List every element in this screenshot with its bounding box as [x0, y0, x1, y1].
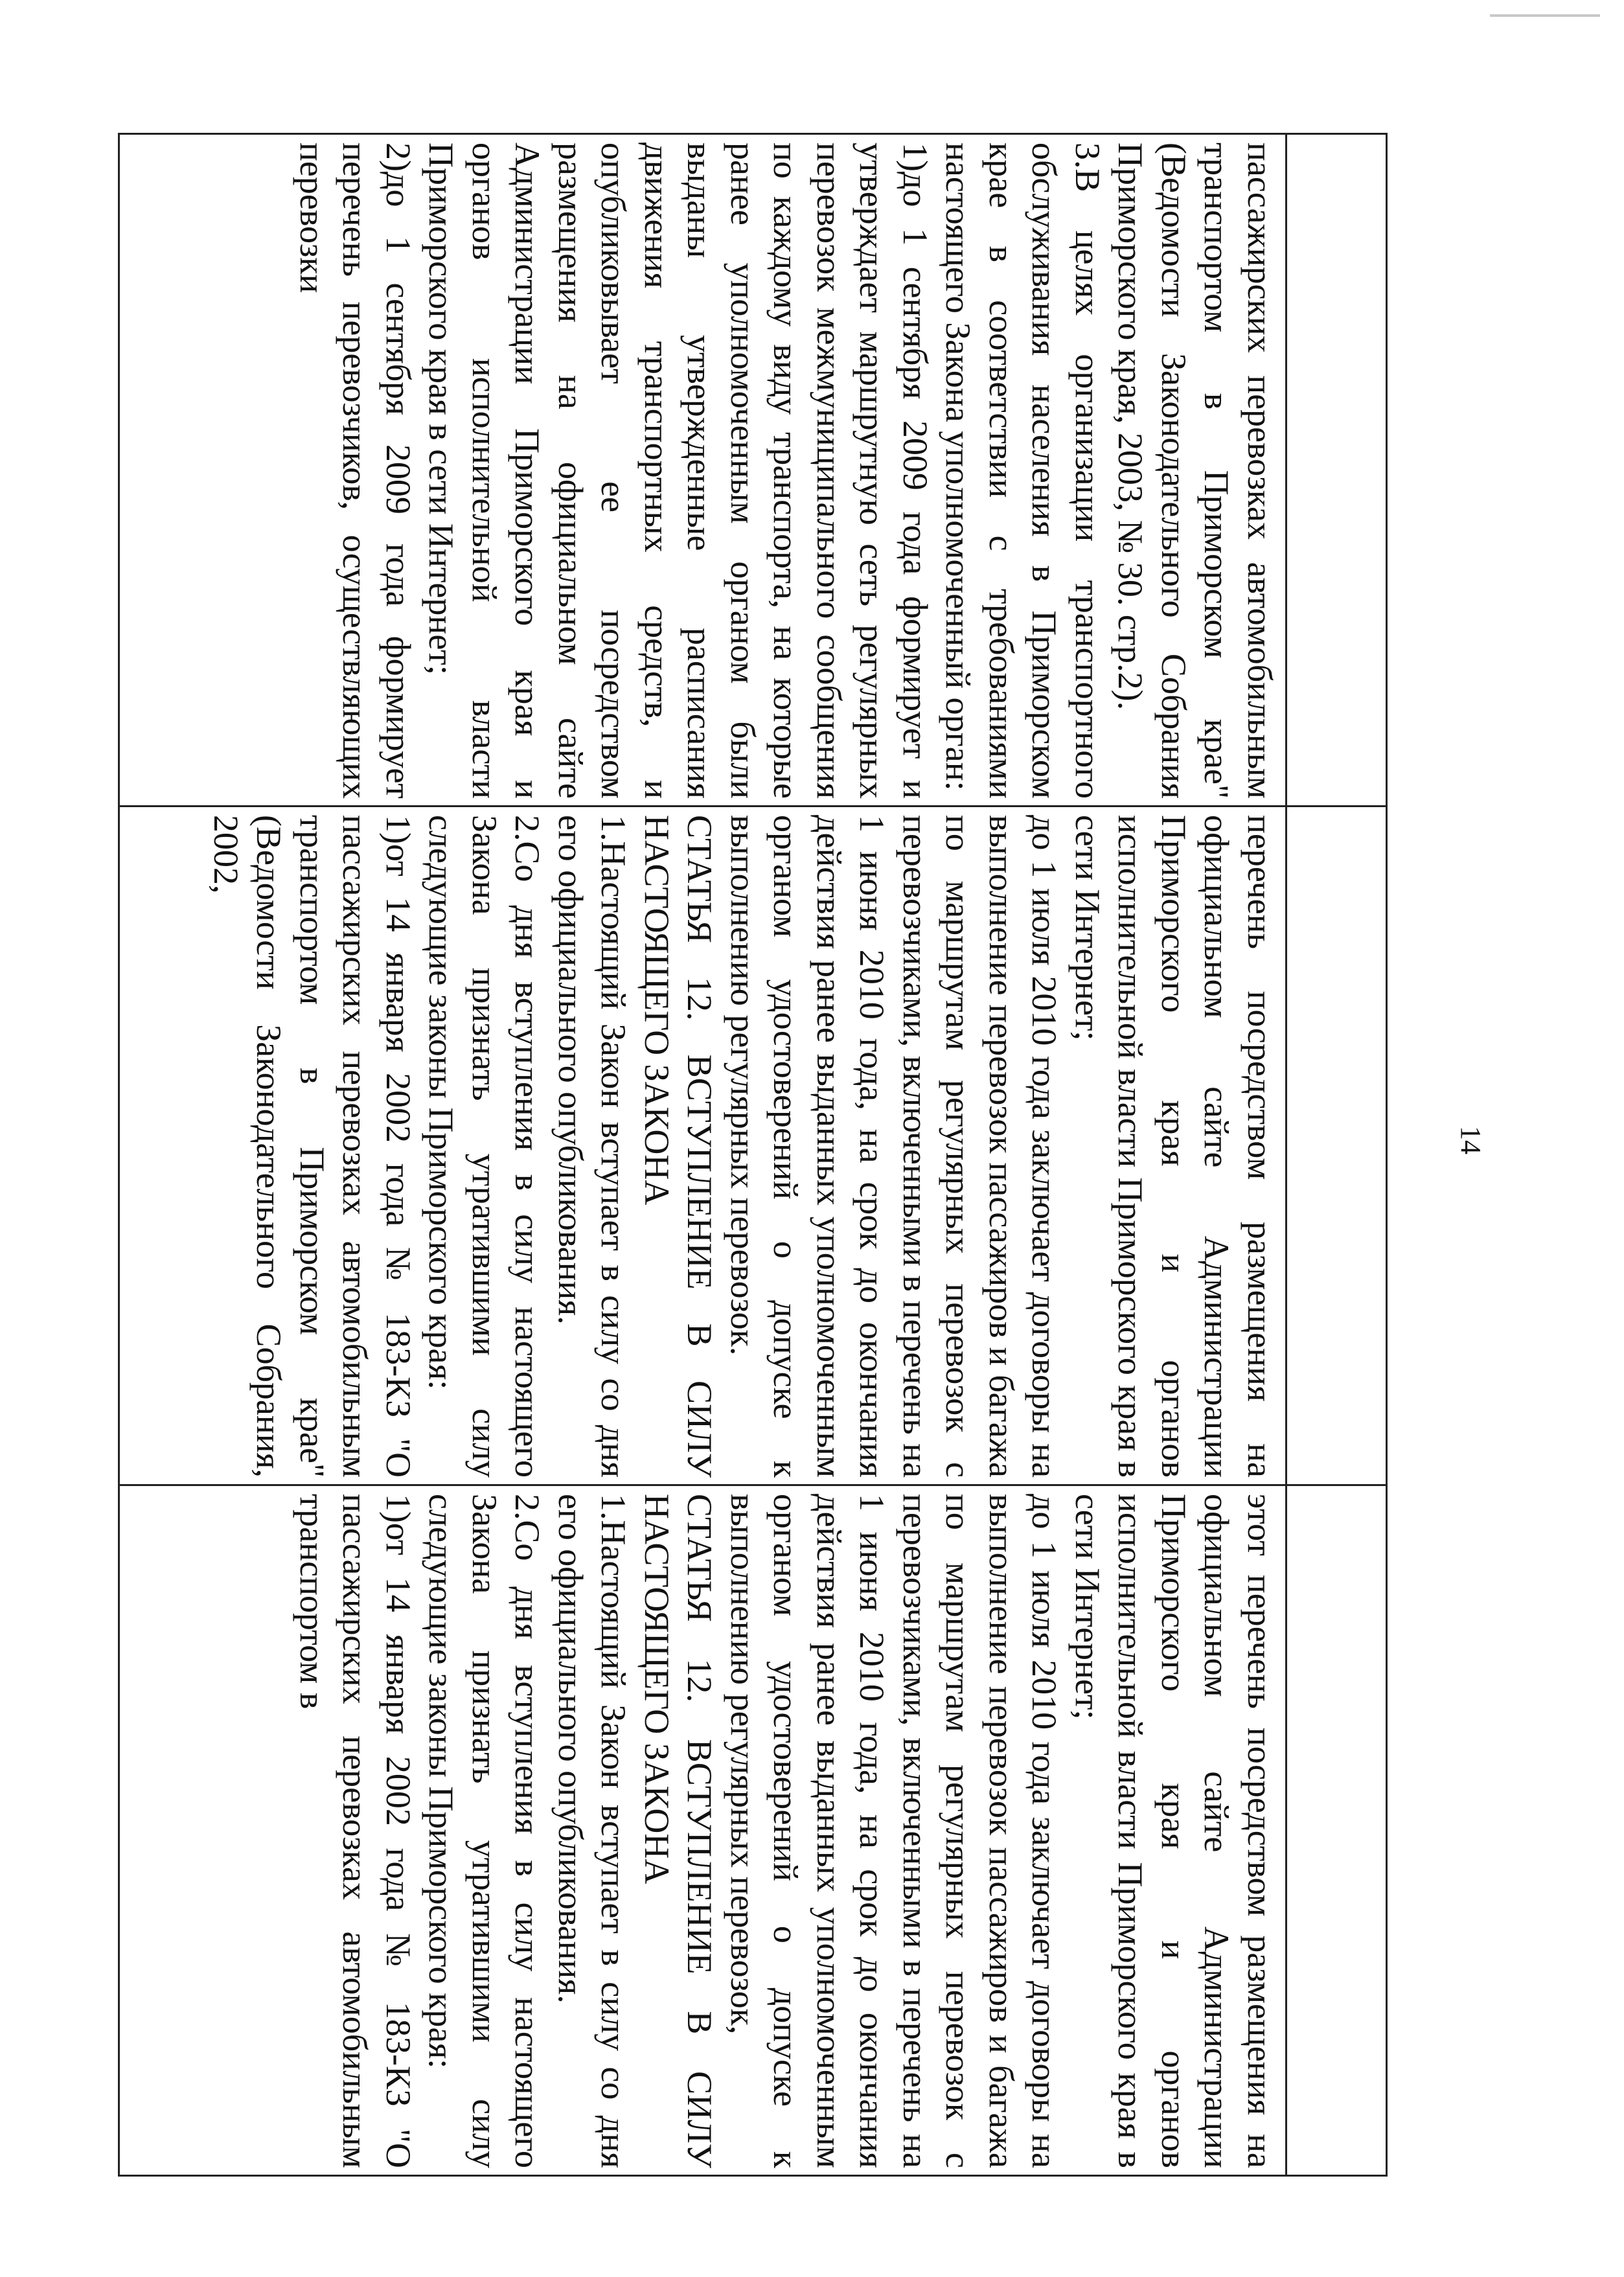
paragraph: 1.Настоящий Закон вступает в силу со дня его официального опубликования.: [551, 1494, 634, 2168]
paragraph: 1)до 1 сентября 2009 года формирует и утверждает маршрутную сеть регулярных перевозок межмуниципального сообщения по каждому виду транспорта, на которые ранее уполномоченным органом были выданы утвержденные расписания движения транспортных средств, и опубликовывает ее посредством размещения на официальном сайте Администрации Приморского края и органов исполнительной власти Приморского края в сети Интернет;: [422, 143, 935, 799]
table-header-cell-3: [1285, 1486, 1386, 2175]
paragraph: 2.Со дня вступления в силу настоящего Закона признать утратившими силу следующие законы Приморского края:: [422, 815, 547, 1478]
paragraph: перечень посредством размещения на официальном сайте Администрации Приморского края и органов исполнительной власти Приморского края в сети Интернет;: [1068, 815, 1279, 1478]
table-header-cell-1: [1285, 135, 1386, 805]
paragraph: 2.Со дня вступления в силу настоящего Закона признать утратившими силу следующие законы Приморского края:: [422, 1494, 547, 2168]
table-column-3: [120, 1486, 1386, 2175]
paragraph: 1)от 14 января 2002 года № 183-КЗ "О пассажирских перевозках автомобильным транспортом в Приморском крае" (Ведомости Законодательного Собрания, 2002,: [207, 815, 418, 1478]
paragraph: этот перечень посредством размещения на официальном сайте Администрации Приморского края и органов исполнительной власти Приморского края в сети Интернет;: [1068, 1494, 1279, 2168]
paragraph: до 1 июля 2010 года заключает договоры на выполнение перевозок пассажиров и багажа по маршрутам регулярных перевозок с перевозчиками, включенными в перечень на 1 июня 2010 года, на срок до окончания действия ранее выданных уполномоченным органом удостоверений о допуске к выполнению регулярных перевозок,: [724, 1494, 1064, 2168]
table-body-cell-3: [120, 1486, 1285, 2175]
paragraph: 3.В целях организации транспортного обслуживания населения в Приморском крае в соответствии с требованиями настоящего Закона уполномоченный орган:: [939, 143, 1107, 799]
paragraph: 2)до 1 сентября 2009 года формирует перечень перевозчиков, осуществляющих перевозки: [293, 143, 418, 799]
article-heading: СТАТЬЯ 12. ВСТУПЛЕНИЕ В СИЛУ НАСТОЯЩЕГО ЗАКОНА: [637, 1494, 720, 2168]
table-column-2: [120, 807, 1386, 1486]
paragraph: до 1 июля 2010 года заключает договоры на выполнение перевозок пассажиров и багажа по маршрутам регулярных перевозок с перевозчиками, включенными в перечень на 1 июня 2010 года, на срок до окончания действия ранее выданных уполномоченным органом удостоверений о допуске к выполнению регулярных перевозок.: [724, 815, 1064, 1478]
scan-corner-mark: [1490, 14, 1600, 17]
table-column-1: [120, 135, 1386, 807]
table-body-cell-2: [120, 807, 1285, 1484]
table-header-cell-2: [1285, 807, 1386, 1484]
article-heading: СТАТЬЯ 12. ВСТУПЛЕНИЕ В СИЛУ НАСТОЯЩЕГО ЗАКОНА: [637, 815, 720, 1478]
table-body-cell-1: [120, 135, 1285, 805]
paragraph: 1)от 14 января 2002 года № 183-КЗ "О пассажирских перевозках автомобильным транспортом в: [293, 1494, 418, 2168]
paragraph: пассажирских перевозках автомобильным транспортом в Приморском крае" (Ведомости Законодательного Собрания Приморского края, 2003, № 30. стр.2).: [1111, 143, 1279, 799]
comparison-table: [118, 133, 1388, 2177]
table-viewport: [118, 133, 1388, 2177]
page-number: 14: [1455, 1126, 1487, 1154]
paragraph: 1.Настоящий Закон вступает в силу со дня его официального опубликования.: [551, 815, 634, 1478]
